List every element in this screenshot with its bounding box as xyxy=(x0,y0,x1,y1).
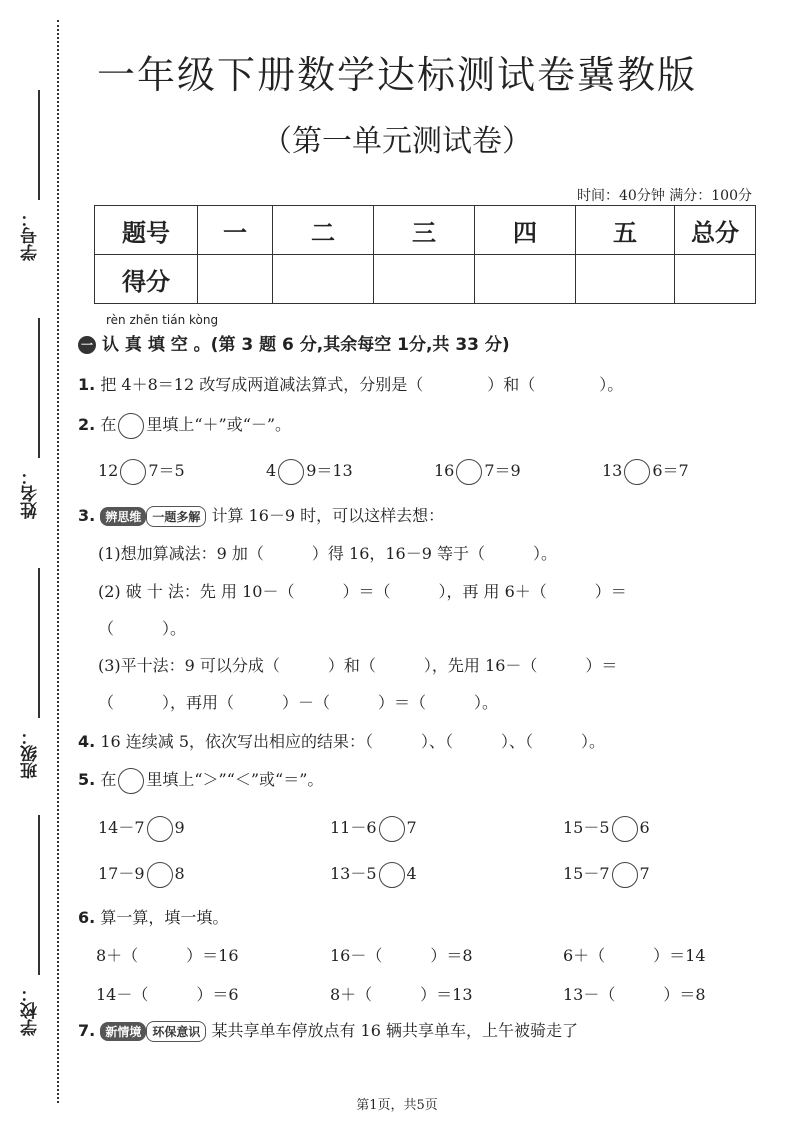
question-text: 计算 16－9 时，可以这样去想： xyxy=(211,506,445,525)
q3-line-1: (1)想加算减法：9 加（ ）得 16，16－9 等于（ ）。 xyxy=(98,544,558,563)
q5-item: 15－5 6 xyxy=(563,815,650,842)
q5-item: 15－7 7 xyxy=(563,861,650,888)
tag-badge: 新情境 xyxy=(100,1022,146,1041)
q6-item: 13－（ ）＝8 xyxy=(563,985,706,1004)
answer-circle[interactable] xyxy=(147,816,173,842)
q6-item: 8＋（ ）＝16 xyxy=(96,946,239,965)
score-row-label: 得分 xyxy=(95,255,198,304)
section-heading xyxy=(78,330,510,355)
question-number: 4. xyxy=(78,732,96,751)
circle-blank-icon xyxy=(118,413,144,439)
score-table xyxy=(94,205,756,304)
answer-circle[interactable] xyxy=(379,862,405,888)
page-title: 一年级下册数学达标测试卷冀教版 xyxy=(96,53,697,97)
question-number: 6. xyxy=(78,908,96,927)
q2-item: 16 7＝9 xyxy=(434,458,521,485)
q5-item: 17－9 8 xyxy=(98,861,185,888)
answer-circle[interactable] xyxy=(612,862,638,888)
question-text: 在 xyxy=(100,415,117,434)
student-no-field[interactable] xyxy=(18,210,48,261)
answer-circle[interactable] xyxy=(624,459,650,485)
q3-line-5: （ ），再用（ ）－（ ）＝（ ）。 xyxy=(98,693,499,712)
class-field[interactable] xyxy=(18,728,48,779)
q3-line-4: (3)平十法：9 可以分成（ ）和（ ），先用 16－（ ）＝ xyxy=(98,656,618,675)
q3-line-3: （ ）。 xyxy=(98,619,187,638)
header-cell: 二 xyxy=(273,206,374,255)
question-text: 在 xyxy=(100,770,117,789)
school-label: 学校： xyxy=(21,985,41,1036)
question-5 xyxy=(78,767,323,794)
answer-circle[interactable] xyxy=(456,459,482,485)
question-text: 某共享单车停放点有 16 辆共享单车，上午被骑走了 xyxy=(211,1021,578,1040)
question-text: 里填上“＞”“＜”或“＝”。 xyxy=(146,770,324,789)
tag-badge: 辨思维 xyxy=(100,507,146,526)
q2-item: 12 7＝5 xyxy=(98,458,185,485)
header-cell: 一 xyxy=(198,206,273,255)
circle-blank-icon xyxy=(118,768,144,794)
question-text: 算一算，填一填。 xyxy=(100,908,229,927)
tag-badge: 一题多解 xyxy=(146,506,206,527)
page-footer: 第1页，共5页 xyxy=(356,1098,438,1113)
name-field[interactable] xyxy=(18,468,48,519)
question-number: 7. xyxy=(78,1021,96,1040)
answer-circle[interactable] xyxy=(379,816,405,842)
class-label: 班级： xyxy=(21,728,41,779)
header-cell: 题号 xyxy=(95,206,198,255)
name-label: 姓名： xyxy=(21,468,41,519)
school-field[interactable] xyxy=(18,985,48,1036)
score-header-row xyxy=(95,206,756,255)
answer-circle[interactable] xyxy=(278,459,304,485)
header-cell: 三 xyxy=(374,206,475,255)
question-text: 16 连续减 5，依次写出相应的结果：（ ）、（ ）、（ ）。 xyxy=(100,732,606,751)
student-no-label: 学号： xyxy=(21,210,41,261)
header-cell: 总分 xyxy=(675,206,756,255)
q2-item: 4 9＝13 xyxy=(266,458,353,485)
header-cell: 五 xyxy=(576,206,675,255)
question-3 xyxy=(78,503,444,527)
q5-item: 14－7 9 xyxy=(98,815,185,842)
question-number: 1. xyxy=(78,375,96,394)
question-number: 5. xyxy=(78,770,96,789)
q5-item: 13－5 4 xyxy=(330,861,417,888)
section-number-marker: 一 xyxy=(78,336,96,354)
score-cell[interactable] xyxy=(374,255,475,304)
q2-item: 13 6＝7 xyxy=(602,458,689,485)
score-cell[interactable] xyxy=(675,255,756,304)
answer-circle[interactable] xyxy=(147,862,173,888)
question-6 xyxy=(78,905,228,928)
question-number: 2. xyxy=(78,415,96,434)
answer-circle[interactable] xyxy=(612,816,638,842)
score-cell[interactable] xyxy=(475,255,576,304)
q6-item: 8＋（ ）＝13 xyxy=(330,985,473,1004)
section-title: 认 真 填 空 。(第 3 题 6 分,其余每空 1分,共 33 分) xyxy=(102,335,510,355)
score-cell[interactable] xyxy=(198,255,273,304)
q3-line-2: (2) 破 十 法：先 用 10－（ ）＝（ ），再 用 6＋（ ）＝ xyxy=(98,582,627,601)
question-2 xyxy=(78,412,291,439)
score-cell[interactable] xyxy=(273,255,374,304)
question-text: 把 4＋8＝12 改写成两道减法算式，分别是（ ）和（ ）。 xyxy=(100,375,624,394)
question-1 xyxy=(78,372,623,395)
tag-badge: 环保意识 xyxy=(146,1021,206,1042)
score-cell[interactable] xyxy=(576,255,675,304)
question-4 xyxy=(78,729,605,752)
q6-item: 6＋（ ）＝14 xyxy=(563,946,706,965)
score-row xyxy=(95,255,756,304)
q5-item: 11－6 7 xyxy=(330,815,417,842)
page-subtitle: （第一单元测试卷） xyxy=(262,124,532,159)
binding-dotted-line xyxy=(57,20,59,1103)
q6-item: 14－（ ）＝6 xyxy=(96,985,239,1004)
answer-circle[interactable] xyxy=(120,459,146,485)
question-7 xyxy=(78,1018,578,1042)
time-score-info: 时间：40分钟 满分：100分 xyxy=(577,188,752,204)
question-text: 里填上“＋”或“－”。 xyxy=(146,415,292,434)
q6-item: 16－（ ）＝8 xyxy=(330,946,473,965)
question-number: 3. xyxy=(78,506,96,525)
header-cell: 四 xyxy=(475,206,576,255)
section-pinyin: rèn zhēn tián kòng xyxy=(106,313,219,327)
